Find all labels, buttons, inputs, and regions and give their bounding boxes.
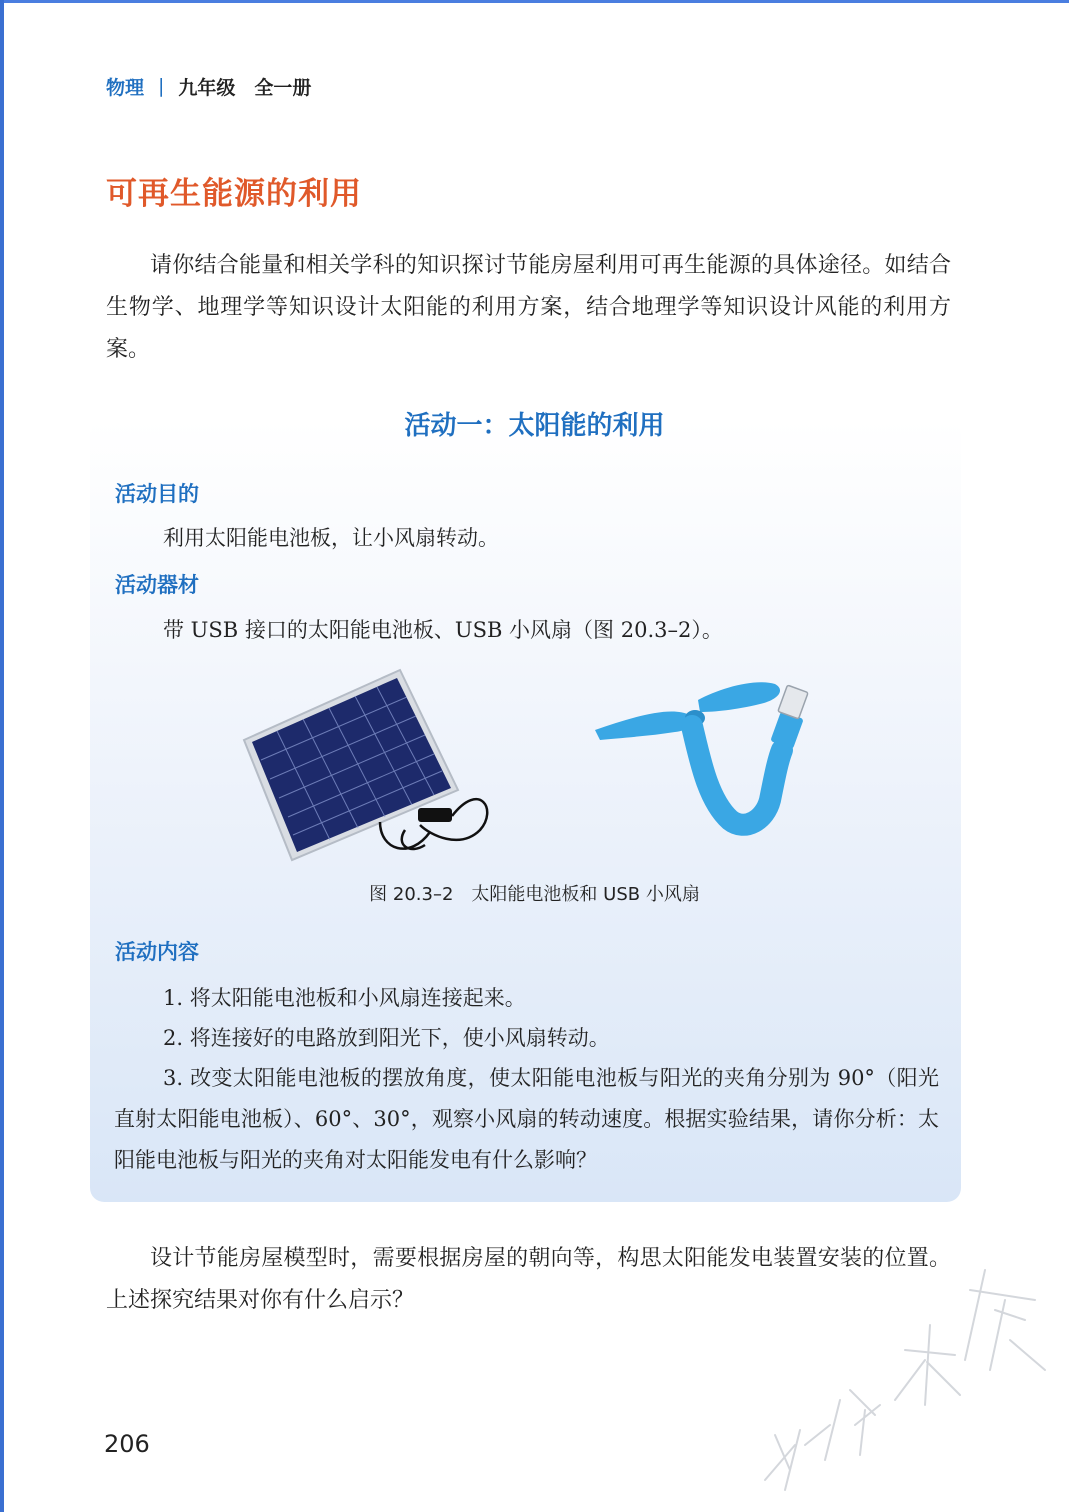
page-number: 206	[104, 1430, 150, 1458]
activity-step: 2. 将连接好的电路放到阳光下，使小风扇转动。	[163, 1026, 610, 1050]
equipment-heading: 活动器材	[115, 573, 199, 597]
solar-panel-image	[244, 670, 487, 860]
header-book-title: 九年级 全一册	[178, 76, 312, 99]
page-top-edge	[0, 0, 1069, 3]
figure-caption: 图 20.3–2 太阳能电池板和 USB 小风扇	[369, 884, 700, 905]
activity-step: 3. 改变太阳能电池板的摆放角度，使太阳能电池板与阳光的夹角分别为 90°（阳光直射太阳能电池板）、60°、30°，观察小风扇的转动速度。根据实验结果，请你分析：太阳能电池板与阳光的夹角对太阳能发电有什么影响？	[114, 1066, 939, 1172]
goal-text: 利用太阳能电池板，让小风扇转动。	[163, 526, 499, 550]
usb-fan-image	[595, 682, 808, 825]
goal-heading: 活动目的	[115, 482, 199, 506]
closing-paragraph: 设计节能房屋模型时，需要根据房屋的朝向等，构思太阳能发电装置安装的位置。上述探究结果对你有什么启示？	[106, 1246, 951, 1313]
content-heading: 活动内容	[115, 940, 199, 964]
header-subject: 物理	[106, 76, 145, 99]
running-header	[106, 72, 311, 100]
publisher-watermark	[755, 1230, 1055, 1500]
section-title: 可再生能源的利用	[106, 176, 362, 212]
equipment-text: 带 USB 接口的太阳能电池板、USB 小风扇（图 20.3–2）。	[163, 618, 723, 642]
activity-title: 活动一：太阳能的利用	[404, 411, 665, 441]
intro-paragraph: 请你结合能量和相关学科的知识探讨节能房屋利用可再生能源的具体途径。如结合生物学、地理学等知识设计太阳能的利用方案，结合地理学等知识设计风能的利用方案。	[106, 253, 951, 362]
activity-step: 1. 将太阳能电池板和小风扇连接起来。	[163, 986, 526, 1010]
header-separator: |	[158, 75, 165, 97]
page-left-edge	[0, 0, 4, 1512]
figure-solar-panel-and-fan	[230, 660, 830, 870]
